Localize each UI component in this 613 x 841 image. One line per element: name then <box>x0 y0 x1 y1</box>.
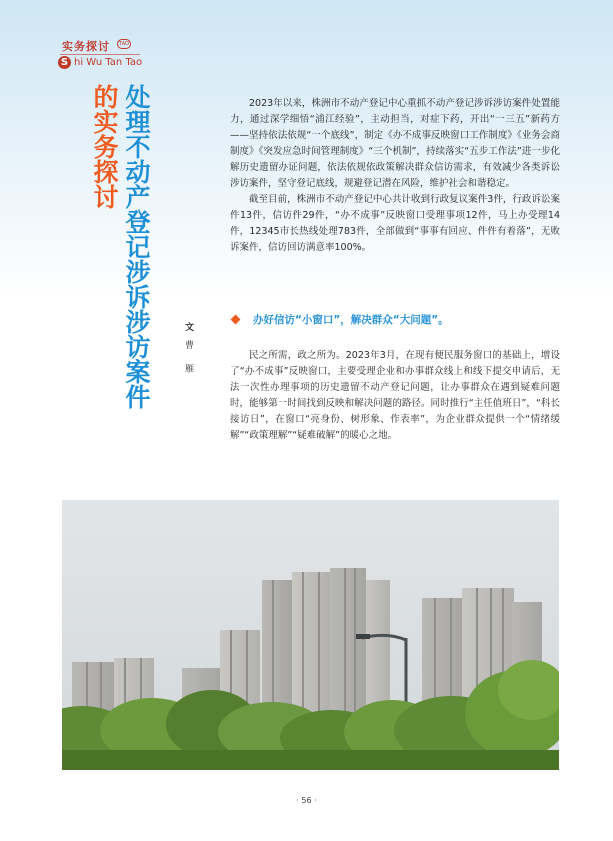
diamond-bullet-icon <box>231 315 241 325</box>
article-title-line1: 处理不动产登记涉诉涉访案件 <box>122 84 151 409</box>
paragraph: 民之所需，政之所为。2023年3月，在现有便民服务窗口的基础上，增设了“办不成事”反映窗口，主要受理企业和办事群众线上和线下提交申请后，无法一次性办理事项的历史遗留不动产登记问题，让办事群众在遇到疑难问题时，能够第一时间找到反映和解决问题的路径。同时推行“主任值班日”，“科长接访日”，在窗口“亮身份、树形象、作表率”，为企业群众提供一个“情绪缓解”“政策理解”“疑难破解”的暖心之地。 <box>230 350 560 441</box>
intro-text <box>230 96 560 256</box>
header-divider <box>60 54 140 55</box>
author-label: 文 <box>183 322 193 331</box>
article-title-line2: 的实务探讨 <box>90 84 119 209</box>
page-number: · 56 · <box>296 796 317 805</box>
section-initial-icon: S <box>58 56 71 69</box>
section-label: 实务探讨 <box>62 40 110 53</box>
section-badge: TAO <box>117 39 131 49</box>
section-pinyin-text: hi Wu Tan Tao <box>74 57 143 68</box>
author-byline <box>183 322 195 379</box>
paragraph: 截至目前，株洲市不动产登记中心共计收到行政复议案件3件，行政诉讼案件13件，信访件29件，“办不成事”反映窗口受理事项12件，马上办受理14件，12345市长热线处理783件，全部做到“事事有回应、件件有着落”，无败诉案件，信访回访满意率100%。 <box>230 194 560 253</box>
section-heading <box>232 312 449 327</box>
paragraph: 2023年以来，株洲市不动产登记中心重抓不动产登记涉诉涉访案件处置能力，通过深学细悟“浦江经验”，主动担当，对症下药，开出“一三五”新药方——坚持依法依规“一个底线”，制定《办不成事反映窗口工作制度》《业务会商制度》《突发应急时间管理制度》“三个机制”，持续落实“五步工作法”进一步化解历史遗留办证问题，依法依规依政策解决群众信访需求，有效减少各类诉讼涉访案件，坚守登记底线，规避登记潜在风险，维护社会和谐稳定。 <box>230 98 560 189</box>
residential-buildings-photo <box>62 500 559 770</box>
section-heading-text: 办好信访“小窗口”，解决群众“大问题”。 <box>253 314 449 326</box>
section-body-text <box>230 348 560 444</box>
author-name: 曹 雁 <box>183 339 193 379</box>
section-label-pinyin <box>58 56 142 69</box>
